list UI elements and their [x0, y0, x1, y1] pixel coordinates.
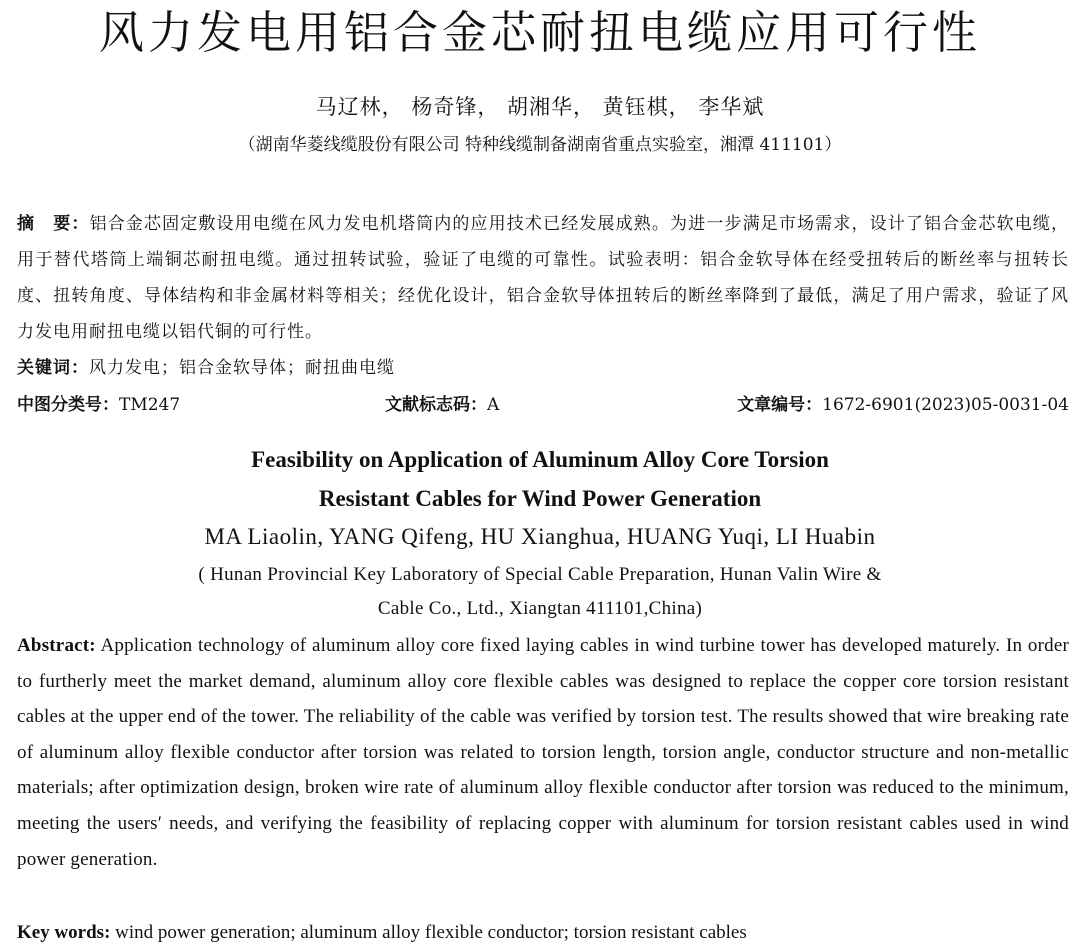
abstract-cn-label: 摘 要：	[17, 214, 90, 234]
abstract-en-text: Application technology of aluminum alloy core fixed laying cables in wind turbine tower has developed maturely. In order to furtherly meet the market demand, aluminum alloy core flexible cables was designed to replace the copper core torsion resistant cables at the upper end of the tower. The reliability of the cable was verified by torsion test. The results showed that wire breaking rate of aluminum alloy flexible conductor after torsion was related to torsion length, torsion angle, conductor structure and non-metallic materials; after optimization design, broken wire rate of aluminum alloy flexible conductor after torsion was reduced to the minimum, meeting the users′ needs, and verifying the feasibility of replacing copper with aluminum for torsion resistant cables used in wind power generation.	[17, 635, 1069, 870]
affiliation-en	[0, 558, 1080, 626]
document-code	[385, 388, 499, 422]
abstract-en-label: Abstract:	[17, 635, 96, 656]
authors-cn: 马辽林， 杨奇锋， 胡湘华， 黄钰棋， 李华斌	[315, 95, 765, 119]
clc-number	[17, 388, 180, 422]
classification-row	[17, 388, 1069, 422]
abstract-en	[17, 628, 1069, 877]
article-number-label: 文章编号：	[737, 395, 823, 415]
abstract-cn-text: 铝合金芯固定敷设用电缆在风力发电机塔筒内的应用技术已经发展成熟。为进一步满足市场需求，设计了铝合金芯软电缆，用于替代塔筒上端铜芯耐扭电缆。通过扭转试验，验证了电缆的可靠性。试验表明：铝合金软导体在经受扭转后的断丝率与扭转长度、扭转角度、导体结构和非金属材料等相关；经优化设计，铝合金软导体扭转后的断丝率降到了最低，满足了用户需求，验证了风力发电用耐扭电缆以铝代铜的可行性。	[17, 214, 1069, 342]
affiliation-cn: （湖南华菱线缆股份有限公司 特种线缆制备湖南省重点实验室，湘潭 411101）	[238, 135, 842, 155]
paper-title-cn: 风力发电用铝合金芯耐扭电缆应用可行性	[98, 6, 981, 59]
authors-en: MA Liaolin, YANG Qifeng, HU Xianghua, HUANG Yuqi, LI Huabin	[204, 524, 876, 549]
document-code-label: 文献标志码：	[385, 395, 487, 415]
article-number	[737, 388, 1069, 422]
paper-title-en-line2: Resistant Cables for Wind Power Generation	[318, 486, 762, 511]
document-code-value: A	[487, 395, 500, 415]
keywords-cn-text: 风力发电；铝合金软导体；耐扭曲电缆	[89, 358, 395, 378]
paper-title-en-line1: Feasibility on Application of Aluminum Alloy Core Torsion	[251, 447, 829, 472]
keywords-cn	[17, 352, 1069, 384]
abstract-cn	[17, 206, 1069, 350]
affiliation-en-line2: Cable Co., Ltd., Xiangtan 411101,China)	[377, 598, 703, 619]
keywords-cn-label: 关键词：	[17, 358, 89, 378]
clc-value: TM247	[119, 395, 181, 415]
keywords-en-label: Key words:	[17, 922, 111, 943]
article-number-value: 1672-6901(2023)05-0031-04	[822, 395, 1069, 415]
clc-label: 中图分类号：	[17, 395, 119, 415]
affiliation-en-line1: ( Hunan Provincial Key Laboratory of Special Cable Preparation, Hunan Valin Wire &	[198, 564, 882, 585]
keywords-en	[17, 916, 1069, 950]
paper-title-en	[0, 440, 1080, 518]
keywords-en-text: wind power generation; aluminum alloy flexible conductor; torsion resistant cables	[110, 922, 747, 943]
